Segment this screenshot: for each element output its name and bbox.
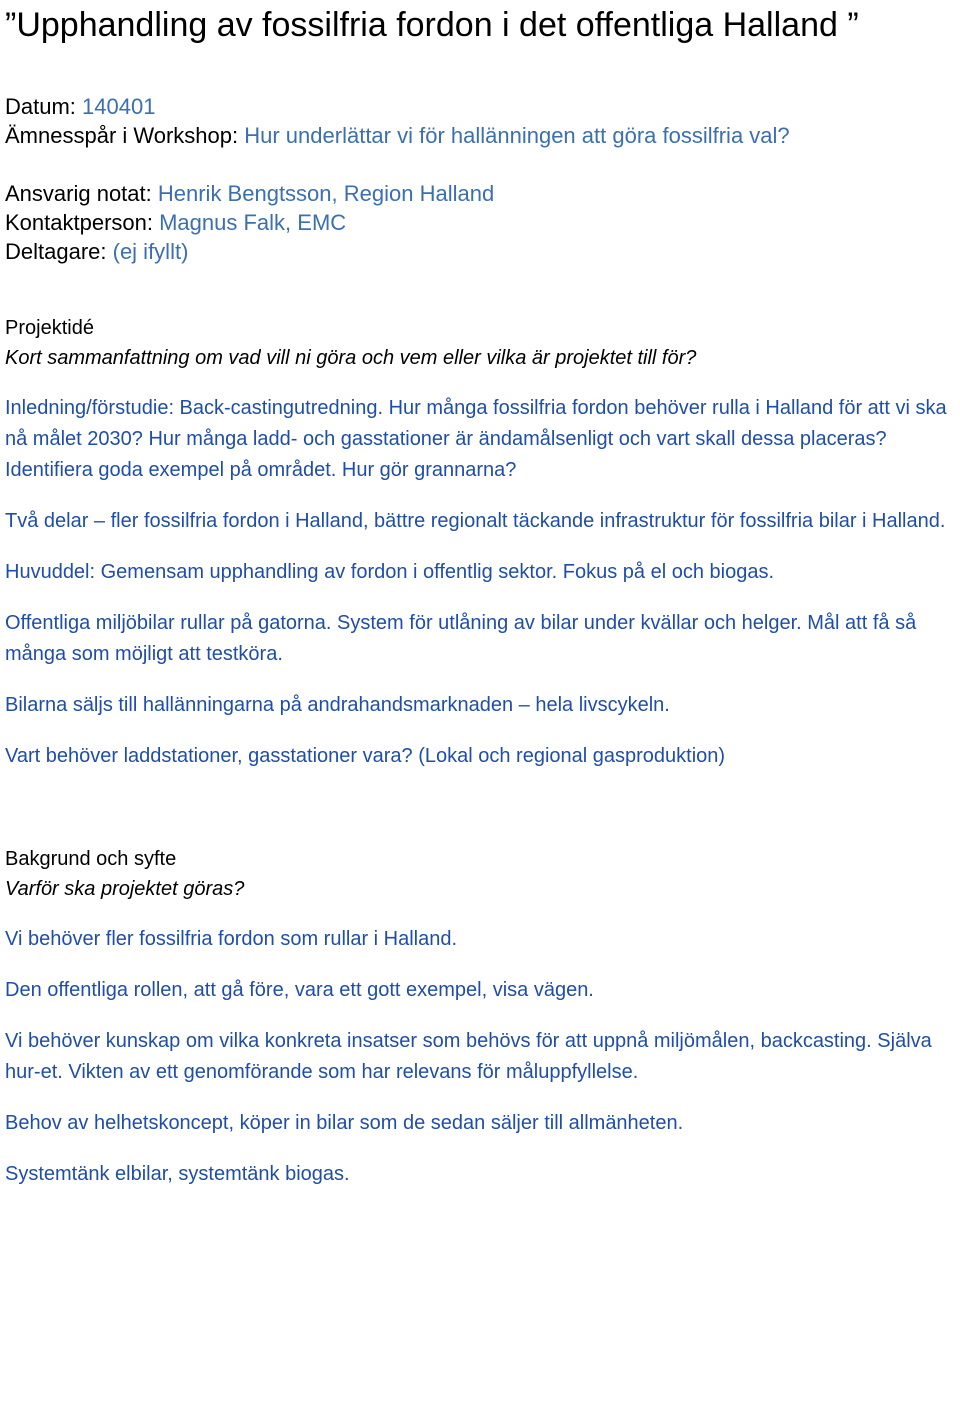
document-page: [5, 0, 960, 1190]
background-paragraph: Den offentliga rollen, att gå före, vara ett gott exempel, visa vägen.: [5, 979, 594, 1001]
project-paragraph: Inledning/förstudie: Back-castingutredning. Hur många fossilfria fordon behöver rulla i Halland för att vi ska nå målet 2030? Hur många ladd- och gasstationer är ändamålsenligt och vart skall dessa placeras? Identifiera goda exempel på området. Hur gör grannarna?: [5, 397, 947, 481]
contact-value: Magnus Falk, EMC: [159, 210, 347, 235]
meta-date: [5, 92, 960, 121]
background-paragraph: Vi behöver kunskap om vilka konkreta insatser som behövs för att uppnå miljömålen, backcasting. Själva hur-et. Vikten av ett genomförande som har relevans för måluppfyllelse.: [5, 1030, 932, 1083]
project-idea-subtitle: Kort sammanfattning om vad vill ni göra och vem eller vilka är projektet till för?: [5, 347, 697, 369]
background-heading: Bakgrund och syfte: [5, 848, 177, 870]
meta-block: [5, 92, 960, 266]
meta-topic: [5, 121, 960, 150]
background-subtitle: Varför ska projektet göras?: [5, 878, 245, 900]
project-paragraph: Vart behöver laddstationer, gasstationer vara? (Lokal och regional gasproduktion): [5, 745, 726, 767]
background-paragraph: Systemtänk elbilar, systemtänk biogas.: [5, 1163, 350, 1185]
project-idea-heading: Projektidé: [5, 317, 94, 339]
meta-participants: [5, 237, 960, 266]
topic-label: Ämnesspår i Workshop:: [5, 123, 245, 148]
project-paragraph: Huvuddel: Gemensam upphandling av fordon i offentlig sektor. Fokus på el och biogas.: [5, 561, 774, 583]
project-paragraph: Offentliga miljöbilar rullar på gatorna. System för utlåning av bilar under kvällar och helger. Mål att få så många som möjligt att testköra.: [5, 612, 917, 665]
project-idea-section: [5, 313, 960, 772]
date-label: Datum:: [5, 94, 83, 119]
contact-label: Kontaktperson:: [5, 210, 160, 235]
meta-contact: [5, 208, 960, 237]
background-section: [5, 844, 960, 1190]
topic-value: Hur underlättar vi för hallänningen att göra fossilfria val?: [244, 123, 790, 148]
participants-label: Deltagare:: [5, 239, 113, 264]
project-paragraph: Bilarna säljs till hallänningarna på andrahandsmarknaden – hela livscykeln.: [5, 694, 670, 716]
meta-responsible: [5, 179, 960, 208]
date-value: 140401: [82, 94, 156, 119]
project-paragraph: Två delar – fler fossilfria fordon i Halland, bättre regionalt täckande infrastruktur för fossilfria bilar i Halland.: [5, 510, 946, 532]
background-paragraph: Vi behöver fler fossilfria fordon som rullar i Halland.: [5, 928, 458, 950]
participants-value: (ej ifyllt): [112, 239, 189, 264]
background-paragraph: Behov av helhetskoncept, köper in bilar som de sedan säljer till allmänheten.: [5, 1112, 684, 1134]
document-title: ”Upphandling av fossilfria fordon i det offentliga Halland ”: [5, 6, 859, 44]
responsible-label: Ansvarig notat:: [5, 181, 158, 206]
responsible-value: Henrik Bengtsson, Region Halland: [157, 181, 495, 206]
